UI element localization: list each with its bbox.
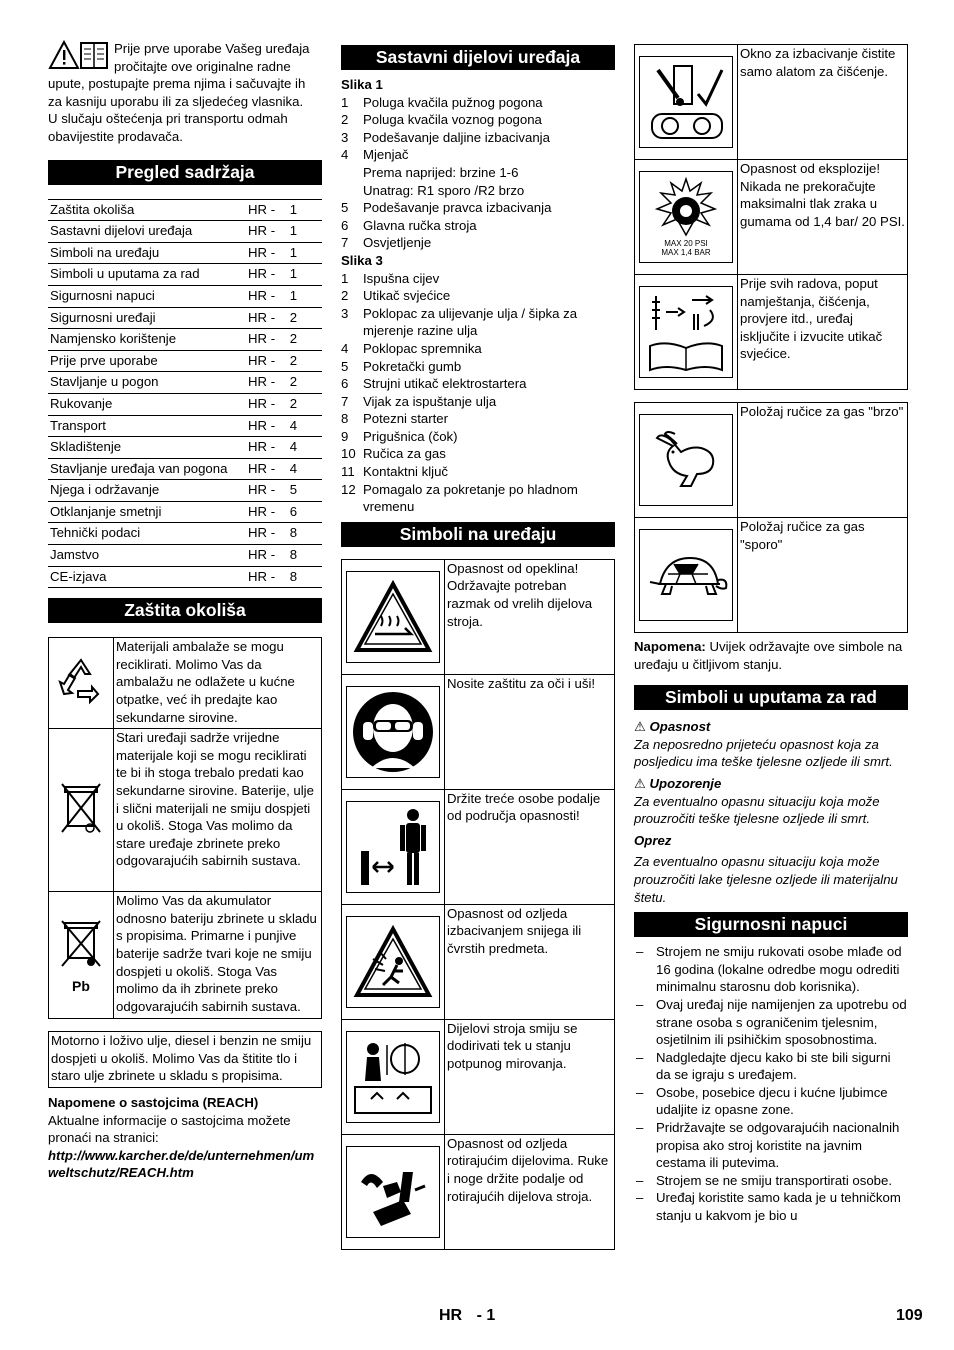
part-number: 4: [341, 147, 349, 163]
column-left: [48, 40, 322, 1182]
toc-row[interactable]: [48, 523, 322, 545]
part-number: 8: [341, 411, 349, 427]
toc-page: HR - 2: [246, 350, 322, 372]
toc-row[interactable]: [48, 415, 322, 437]
fig1-list: [341, 94, 615, 252]
symbol-text-explosion: Opasnost od eksplozije! Nikada ne prekoračujte maksimalni tlak zraka u gumama od 1,4 bar/ 20 PSI.: [738, 160, 908, 275]
toc-page: HR - 8: [246, 523, 322, 545]
symbol-row: [342, 674, 615, 789]
intro-transport-text: U slučaju oštećenja pri transportu odmah obavijestite prodavača.: [48, 111, 288, 144]
fig3-label: Slika 3: [341, 252, 383, 268]
env-row: [49, 892, 322, 1019]
part-text: Strujni utikač elektrostartera: [363, 376, 527, 392]
symbol-row: [635, 518, 908, 633]
chute-cleaning-tool-icon: [644, 60, 728, 144]
part-item: [341, 217, 615, 235]
safety-item: – Osobe, posebice djecu i kućne ljubimce udaljite iz opasne zone.: [634, 1084, 908, 1119]
part-item: [341, 305, 615, 340]
footer-lang: [439, 1307, 495, 1325]
manual-symbols-heading: Simboli u uputama za rad: [634, 685, 908, 710]
toc-label: Simboli na uređaju: [48, 242, 246, 264]
toc-row[interactable]: [48, 285, 322, 307]
symbol-row: [342, 1134, 615, 1249]
part-item: [341, 445, 615, 463]
footer-page-number: 109: [896, 1307, 923, 1324]
toc-page: HR - 4: [246, 437, 322, 459]
part-text: Ispušna cijev: [363, 270, 440, 286]
part-number: 11: [341, 464, 355, 480]
thrown-objects-warning-icon: [353, 925, 433, 999]
reach-link[interactable]: http://www.karcher.de/de/unternehmen/umweltschutz/REACH.htm: [48, 1147, 315, 1181]
part-text: Potezni starter: [363, 411, 449, 427]
reach-title: Napomene o sastojcima (REACH): [48, 1095, 259, 1111]
safety-item: – Pridržavajte se odgovarajućih nacionalnih propisa ako stroj koristite na javnim cestama ili putevima.: [634, 1119, 908, 1172]
toc-page: HR - 1: [246, 264, 322, 286]
toc-page: HR - 8: [246, 545, 322, 567]
toc-label: Sastavni dijelovi uređaja: [48, 221, 246, 243]
note-text: Uvijek održavajte ove simbole na uređaju u čitljivom stanju.: [634, 639, 903, 672]
part-text: Podešavanje daljine izbacivanja: [363, 129, 550, 145]
part-item: [341, 111, 615, 129]
part-item: [341, 129, 615, 147]
env-row: [49, 638, 322, 729]
part-text: Prigušnica (čok): [363, 428, 458, 444]
disconnect-spark-plug-icon: [644, 290, 728, 374]
symbol-row: [342, 904, 615, 1019]
toc-page: HR - 6: [246, 501, 322, 523]
symbol-row: [635, 275, 908, 390]
parts-heading: Sastavni dijelovi uređaja: [341, 45, 615, 70]
part-number: 4: [341, 340, 349, 356]
toc-label: CE-izjava: [48, 566, 246, 588]
toc-label: Stavljanje uređaja van pogona: [48, 458, 246, 480]
part-item: [341, 164, 615, 182]
tire-explosion-icon: [651, 177, 721, 239]
part-item: [341, 270, 615, 288]
part-number: 12: [341, 481, 356, 497]
safety-item: – Strojem se ne smiju transportirati osobe.: [634, 1172, 908, 1190]
throttle-text-slow: Položaj ručice za gas "sporo": [738, 518, 908, 633]
part-number: 2: [341, 288, 349, 304]
toc-row[interactable]: [48, 458, 322, 480]
toc-page: HR - 2: [246, 372, 322, 394]
battery-bin-icon: [58, 918, 104, 974]
toc-row[interactable]: [48, 221, 322, 243]
symbol-row: [342, 559, 615, 674]
env-text-packaging: Materijali ambalaže se mogu reciklirati. Molimo Vas da ambalažu ne odlažete u kućne otpatke, već ih predajte kao sekundarne sirovine.: [114, 638, 322, 729]
part-text: Utikač svjećice: [363, 288, 451, 304]
touch-when-stopped-icon: [351, 1035, 435, 1119]
part-text: Pokretački gumb: [363, 358, 462, 374]
oil-note: Motorno i loživo ulje, diesel i benzin ne smiju dospjeti u okoliš. Molimo Vas da štitite tlo i staro ulje zbrinete u skladu s propisima.: [51, 1033, 312, 1084]
note-label: Napomena:: [634, 639, 706, 654]
toc-label: Jamstvo: [48, 545, 246, 567]
column-right: [634, 44, 908, 1225]
part-item: [341, 146, 615, 164]
toc-page: HR - 1: [246, 221, 322, 243]
part-number: 1: [341, 94, 349, 110]
safety-item: – Nadgledajte djecu kako bi ste bili sigurni da se igraju s uređajem.: [634, 1049, 908, 1084]
column-middle: [341, 45, 615, 1250]
toc-label: Stavljanje u pogon: [48, 372, 246, 394]
tire-bar-label: MAX 1,4 BAR: [661, 248, 711, 257]
toc-row[interactable]: [48, 566, 322, 588]
oil-note-box: [48, 1031, 322, 1088]
symbol-text-keep-away: Držite treće osobe podalje od područja opasnosti!: [445, 789, 615, 904]
part-text: Osvjetljenje: [363, 235, 432, 251]
toc-label: Transport: [48, 415, 246, 437]
part-text: Prema naprijed: brzine 1-6: [363, 164, 519, 180]
part-text: Kontaktni ključ: [363, 464, 449, 480]
part-number: 6: [341, 376, 349, 392]
toc-row[interactable]: [48, 307, 322, 329]
part-item: [341, 182, 615, 200]
toc-label: Njega i održavanje: [48, 480, 246, 502]
toc-page: HR - 2: [246, 307, 322, 329]
caution-label: Oprez: [634, 832, 672, 848]
toc-heading: Pregled sadržaja: [48, 160, 322, 185]
part-item: [341, 94, 615, 112]
part-text: Vijak za ispuštanje ulja: [363, 393, 497, 409]
toc-row[interactable]: [48, 545, 322, 567]
part-number: 7: [341, 393, 349, 409]
part-number: 2: [341, 112, 349, 128]
part-item: [341, 234, 615, 252]
env-text-old-devices: Stari uređaji sadrže vrijedne materijale koji se mogu reciklirati te bi ih stoga trebalo predati kao sekundarne sirovine. Baterije, ulje i slični materijali ne smiju dospjeti u okoliš. Stoga Vas molimo da stare uređaje zbrinete preko odgovarajućih sabirnih sustava.: [114, 729, 322, 892]
toc-label: Zaštita okoliša: [48, 199, 246, 221]
hot-surface-warning-icon: [353, 580, 433, 654]
rabbit-icon: [651, 430, 721, 490]
crossed-bin-icon: [58, 778, 104, 838]
keep-distance-icon: [353, 805, 433, 889]
tire-psi-label: MAX 20 PSI: [664, 239, 708, 248]
toc-label: Rukovanje: [48, 393, 246, 415]
throttle-symbols-table: [634, 402, 908, 633]
part-text: Poluga kvačila voznog pogona: [363, 112, 542, 128]
toc-page: HR - 8: [246, 566, 322, 588]
symbol-text-burn: Opasnost od opeklina! Održavajte potreban razmak od vrelih dijelova stroja.: [445, 559, 615, 674]
warning-triangle-icon: ⚠: [634, 775, 650, 791]
env-table: [48, 637, 322, 1019]
symbol-text-protection: Nosite zaštitu za oči i uši!: [445, 674, 615, 789]
toc-label: Prije prve uporabe: [48, 350, 246, 372]
symbol-row: [342, 1019, 615, 1134]
symbol-row: [635, 160, 908, 275]
part-text: Poklopac za ulijevanje ulja / šipka za mjerenje razine ulja: [363, 305, 578, 339]
safety-list: [634, 943, 908, 1225]
toc-label: Otklanjanje smetnji: [48, 501, 246, 523]
safety-item: – Ovaj uređaj nije namijenjen za upotrebu od strane osoba s ograničenim tjelesnim, osjetilnim ili psihičkim sposobnostima.: [634, 996, 908, 1049]
part-text: Ručica za gas: [363, 446, 446, 462]
toc-label: Sigurnosni napuci: [48, 285, 246, 307]
env-text-battery: Molimo Vas da akumulator odnosno bateriju zbrinete u skladu s propisima. Primarne i punjive baterije sadrže tvari koje ne smiju dospjeti u okoliš. Stoga Vas molimo da ih zbrinete preko odgovarajućih sabirnih sustava.: [114, 892, 322, 1019]
symbol-row: [635, 45, 908, 160]
part-item: [341, 410, 615, 428]
reach-text: Aktualne informacije o sastojcima možete pronaći na stranici:: [48, 1112, 291, 1146]
fig1-label: Slika 1: [341, 77, 383, 92]
safety-item: – Uređaj koristite samo kada je u tehničkom stanju u kakvom je bio u: [634, 1189, 908, 1224]
safety-heading: Sigurnosni napuci: [634, 912, 908, 937]
danger-label: [634, 718, 908, 736]
part-text: Mjenjač: [363, 147, 409, 163]
warning-read-manual-icon: [48, 40, 110, 70]
intro-text: Prije prve uporabe Vašeg uređaja pročitajte ove originalne radne upute, postupajte prema njima i sačuvajte ih za kasniju uporabu ili za sljedećeg vlasnika.: [48, 41, 310, 109]
part-item: [341, 393, 615, 411]
warning-label: [634, 775, 908, 793]
toc-page: HR - 2: [246, 329, 322, 351]
part-text: Poklopac spremnika: [363, 340, 482, 356]
toc-row[interactable]: [48, 199, 322, 221]
warning-text: Za eventualno opasnu situaciju koja može prouzročiti teške tjelesne ozljede ili smrt.: [634, 793, 880, 827]
warning-triangle-icon: ⚠: [634, 719, 650, 735]
symbol-text-disconnect: Prije svih radova, poput namještanja, čišćenja, provjere itd., uređaj isključite i izvucite utikač svjećice.: [738, 275, 908, 390]
toc-row[interactable]: [48, 350, 322, 372]
toc-label: Sigurnosni uređaji: [48, 307, 246, 329]
caution-text: Za eventualno opasnu situaciju koja može prouzročiti lake tjelesne ozljede ili materijalnu štetu.: [634, 854, 898, 905]
part-item: [341, 375, 615, 393]
safety-item: – Strojem ne smiju rukovati osobe mlađe od 16 godina (lokalne odredbe mogu odrediti minimalnu starosnu dob korisnika).: [634, 943, 908, 996]
part-number: 5: [341, 200, 349, 216]
eye-ear-protection-icon: [351, 690, 435, 774]
footer-lang-text: HR: [439, 1307, 463, 1324]
part-number: 9: [341, 428, 349, 444]
toc-page: HR - 4: [246, 415, 322, 437]
part-number: 10: [341, 446, 356, 462]
toc-label: Namjensko korištenje: [48, 329, 246, 351]
part-item: [341, 287, 615, 305]
part-item: [341, 428, 615, 446]
symbols-note: [634, 638, 908, 673]
part-number: 5: [341, 358, 349, 374]
symbol-text-rotating: Opasnost od ozljeda rotirajućim dijelovima. Ruke i noge držite podalje od rotirajućih dijelova stroja.: [445, 1134, 615, 1249]
toc-page: HR - 5: [246, 480, 322, 502]
symbol-text-chute: Okno za izbacivanje čistite samo alatom za čišćenje.: [738, 45, 908, 160]
toc-row[interactable]: [48, 329, 322, 351]
toc-row[interactable]: [48, 437, 322, 459]
env-heading: Zaštita okoliša: [48, 598, 322, 623]
intro: [48, 40, 322, 146]
toc-label: Simboli u uputama za rad: [48, 264, 246, 286]
env-row: [49, 729, 322, 892]
device-symbols-table-2: [634, 44, 908, 390]
toc-label: Tehnički podaci: [48, 523, 246, 545]
recycle-icon: [54, 654, 108, 708]
part-text: Poluga kvačila pužnog pogona: [363, 94, 543, 110]
warning-label-text: Upozorenje: [649, 775, 722, 791]
part-number: 3: [341, 305, 349, 321]
toc-page: HR - 1: [246, 242, 322, 264]
part-text: Pomagalo za pokretanje po hladnom vremenu: [363, 481, 578, 515]
toc-page: HR - 1: [246, 199, 322, 221]
part-text: Podešavanje pravca izbacivanja: [363, 200, 552, 216]
battery-pb-label: Pb: [72, 977, 90, 994]
symbol-row: [342, 789, 615, 904]
fig3-list: [341, 270, 615, 516]
device-symbols-heading: Simboli na uređaju: [341, 522, 615, 547]
part-number: 7: [341, 235, 349, 251]
toc-page: HR - 1: [246, 285, 322, 307]
symbol-row: [635, 403, 908, 518]
part-item: [341, 199, 615, 217]
part-item: [341, 481, 615, 516]
throttle-text-fast: Položaj ručice za gas "brzo": [738, 403, 908, 518]
part-item: [341, 463, 615, 481]
part-number: 6: [341, 217, 349, 233]
toc-row[interactable]: [48, 242, 322, 264]
part-number: 3: [341, 129, 349, 145]
turtle-icon: [644, 550, 728, 600]
toc-label: Skladištenje: [48, 437, 246, 459]
toc-table: [48, 199, 322, 589]
symbol-text-thrown: Opasnost od ozljeda izbacivanjem snijega ili čvrstih predmeta.: [445, 904, 615, 1019]
toc-row[interactable]: [48, 393, 322, 415]
part-number: 1: [341, 270, 349, 286]
toc-row[interactable]: [48, 501, 322, 523]
part-item: [341, 340, 615, 358]
rotating-parts-icon: [353, 1152, 433, 1232]
toc-page: HR - 2: [246, 393, 322, 415]
device-symbols-table: [341, 559, 615, 1250]
toc-row[interactable]: [48, 480, 322, 502]
toc-page: HR - 4: [246, 458, 322, 480]
toc-row[interactable]: [48, 264, 322, 286]
danger-label-text: Opasnost: [649, 719, 711, 735]
footer-page-sep: - 1: [476, 1307, 496, 1324]
danger-text: Za neposredno prijeteću opasnost koja za posljedicu ima teške tjelesne ozljede ili smrt.: [634, 736, 893, 770]
part-item: [341, 358, 615, 376]
part-text: Unatrag: R1 sporo /R2 brzo: [363, 182, 525, 198]
part-text: Glavna ručka stroja: [363, 217, 477, 233]
symbol-text-standstill: Dijelovi stroja smiju se dodirivati tek u stanju potpunog mirovanja.: [445, 1019, 615, 1134]
toc-row[interactable]: [48, 372, 322, 394]
